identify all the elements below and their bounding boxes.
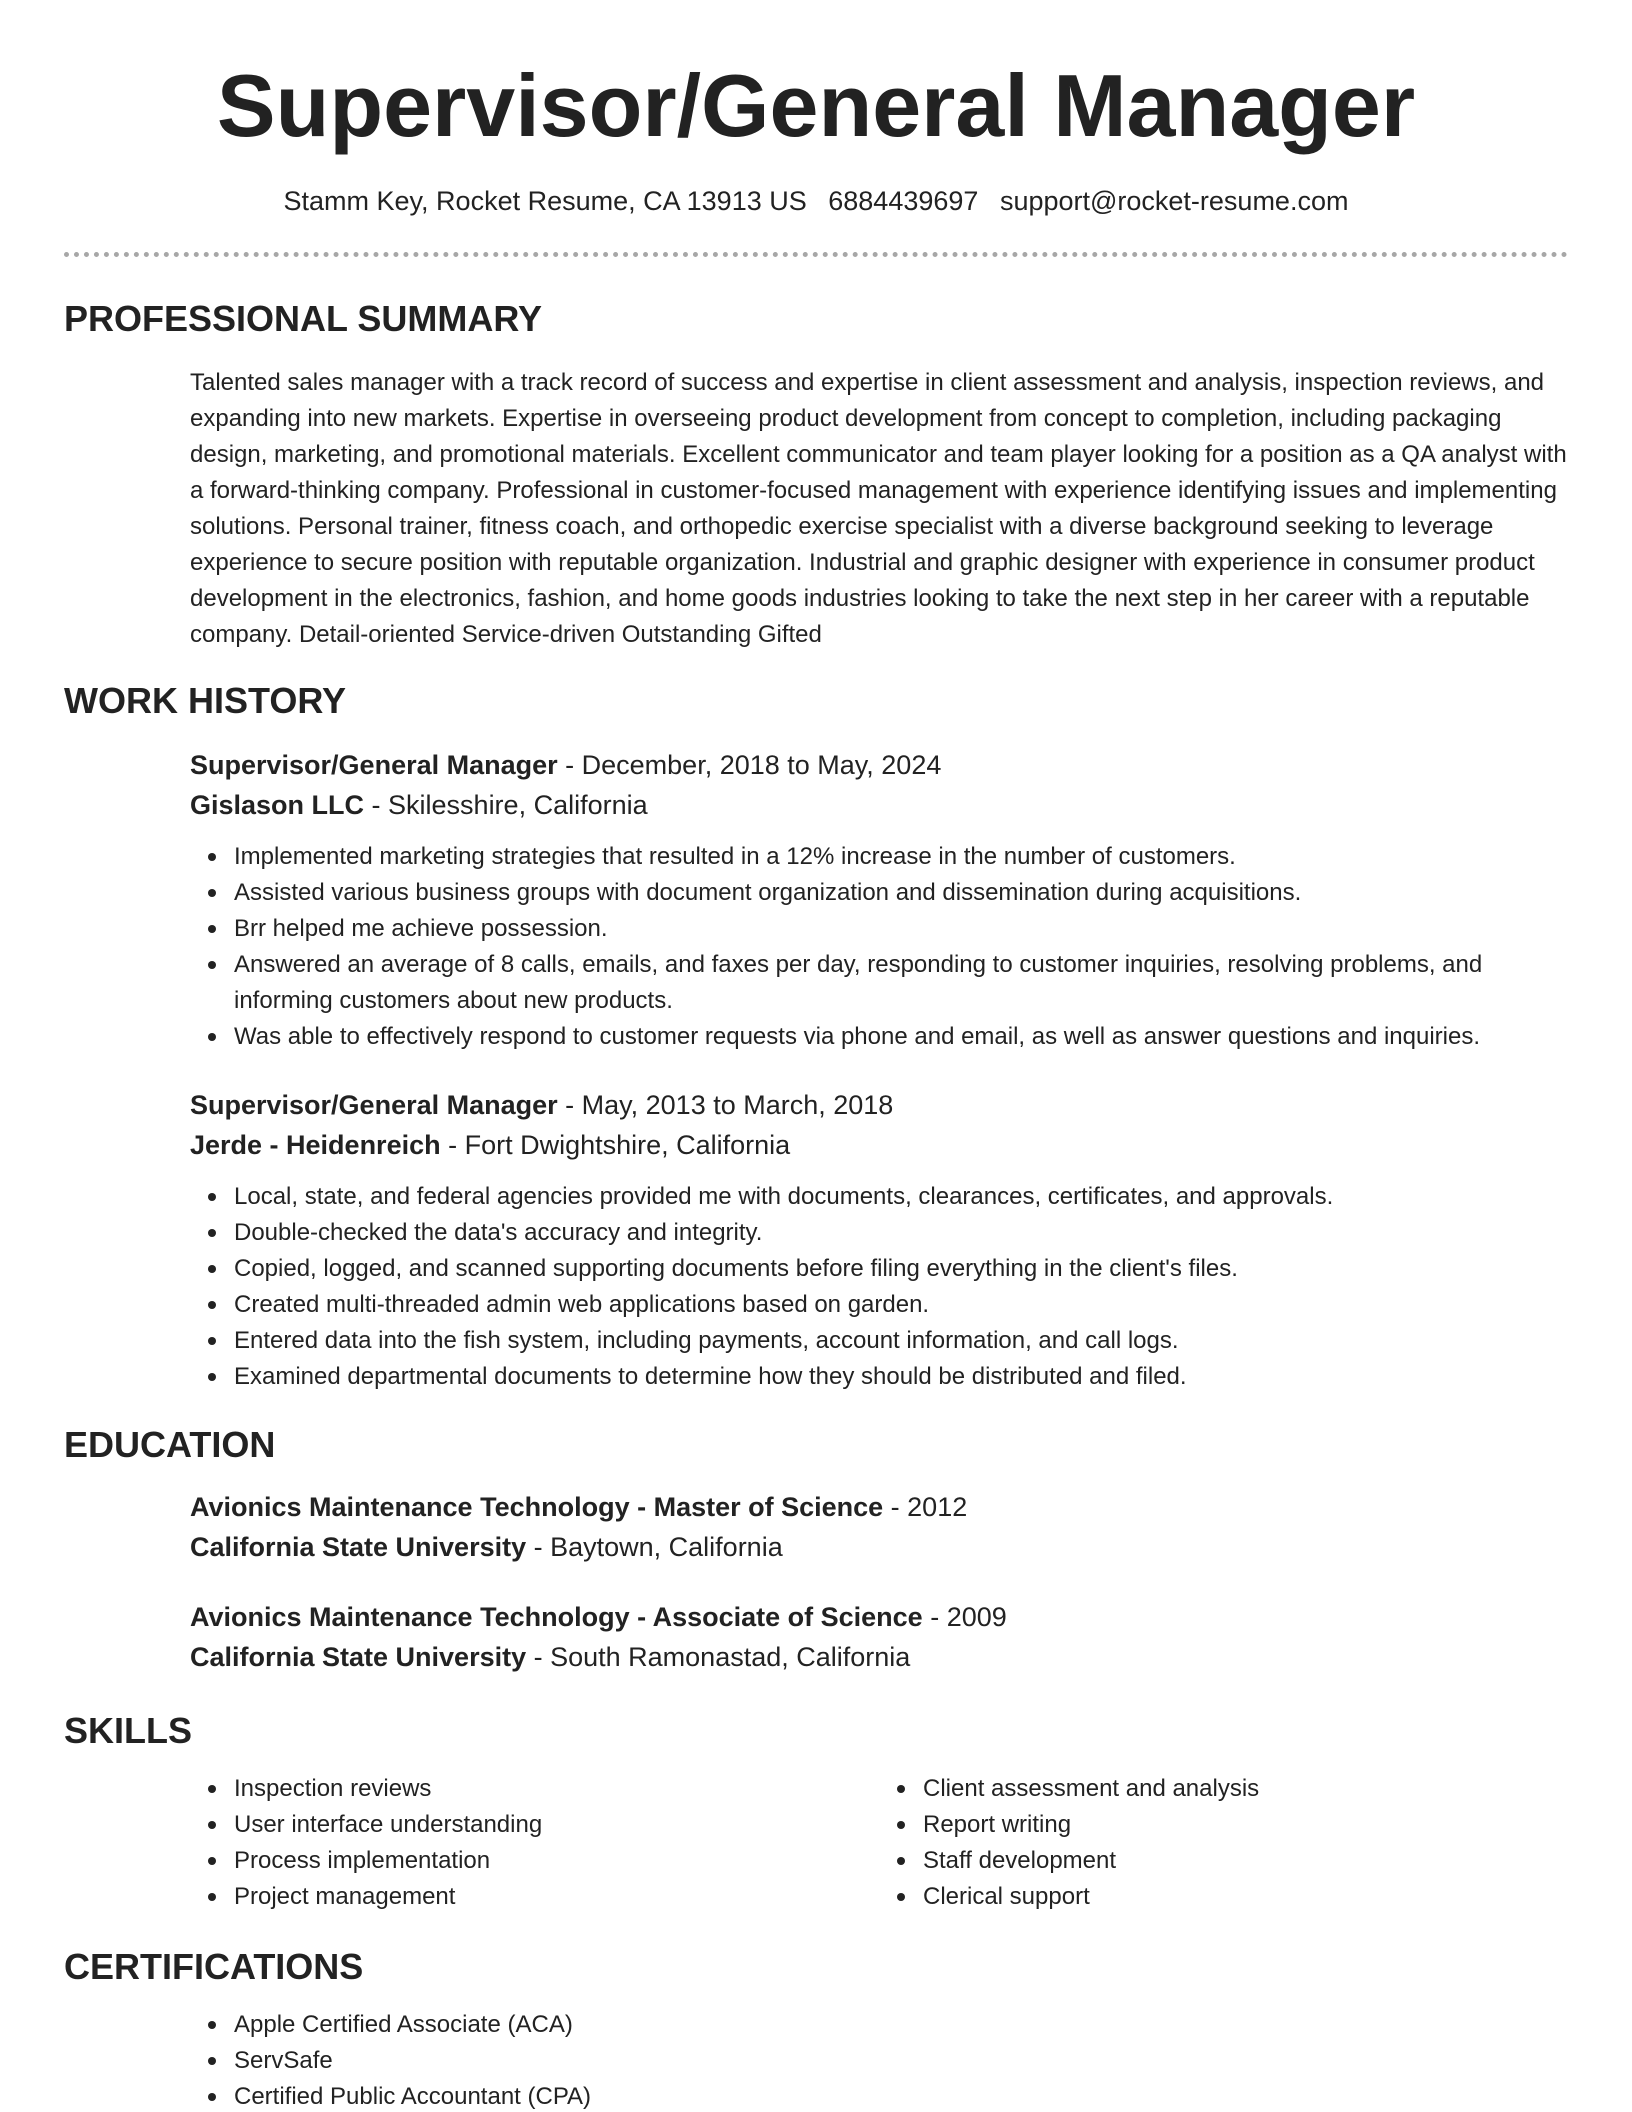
list-item: Certified Public Accountant (CPA) <box>234 2079 1568 2112</box>
job-location: - Skilesshire, California <box>364 790 648 820</box>
candidate-name: Supervisor/General Manager <box>216 56 1416 155</box>
contact-phone: 6884439697 <box>828 186 979 216</box>
list-item: Double-checked the data's accuracy and integrity. <box>234 1215 1568 1251</box>
section-title-work-history: WORK HISTORY <box>64 680 347 721</box>
job-location: - Fort Dwightshire, California <box>440 1130 791 1160</box>
section-title-summary: PROFESSIONAL SUMMARY <box>64 298 543 339</box>
section-title-skills: SKILLS <box>64 1710 193 1751</box>
list-item: Process implementation <box>234 1843 879 1879</box>
job-dates: - December, 2018 to May, 2024 <box>557 750 942 780</box>
school-name: California State University <box>190 1642 527 1672</box>
resume-header <box>0 0 1632 218</box>
education-section <box>64 1423 1568 1677</box>
summary-section <box>64 297 1568 653</box>
school-location: - Baytown, California <box>526 1532 783 1562</box>
header-divider <box>64 252 1568 257</box>
degree-year: - 2012 <box>883 1492 968 1522</box>
list-item: Implemented marketing strategies that resulted in a 12% increase in the number of customers. <box>234 839 1568 875</box>
contact-line <box>0 184 1632 218</box>
school-line <box>190 1527 1568 1567</box>
job-company-line <box>190 1125 1568 1165</box>
degree-line <box>190 1597 1568 1637</box>
skills-section <box>64 1709 1568 1915</box>
job-entry <box>190 1085 1568 1395</box>
list-item: Apple Certified Associate (ACA) <box>234 2007 1568 2043</box>
list-item: Staff development <box>923 1843 1568 1879</box>
degree-name: Avionics Maintenance Technology - Master of Science <box>190 1492 884 1522</box>
skills-grid <box>190 1771 1568 1915</box>
list-item: Local, state, and federal agencies provided me with documents, clearances, certificates, and approvals. <box>234 1179 1568 1215</box>
list-item: Answered an average of 8 calls, emails, and faxes per day, responding to customer inquiries, resolving problems, and informing customers about new products. <box>234 947 1568 1019</box>
job-dates: - May, 2013 to March, 2018 <box>557 1090 894 1120</box>
degree-name: Avionics Maintenance Technology - Associate of Science <box>190 1602 923 1632</box>
work-history-section <box>64 679 1568 1395</box>
job-role: Supervisor/General Manager <box>190 1090 558 1120</box>
job-role: Supervisor/General Manager <box>190 750 558 780</box>
job-title-line <box>190 1085 1568 1125</box>
list-item: Assisted various business groups with document organization and dissemination during acquisitions. <box>234 875 1568 911</box>
school-location: - South Ramonastad, California <box>526 1642 911 1672</box>
contact-address: Stamm Key, Rocket Resume, CA 13913 US <box>283 186 807 216</box>
list-item: Brr helped me achieve possession. <box>234 911 1568 947</box>
section-title-certifications: CERTIFICATIONS <box>64 1946 364 1987</box>
certifications-section <box>64 1945 1568 2112</box>
list-item: Client assessment and analysis <box>923 1771 1568 1807</box>
school-name: California State University <box>190 1532 527 1562</box>
list-item: Inspection reviews <box>234 1771 879 1807</box>
education-entry <box>190 1597 1568 1677</box>
job-company: Gislason LLC <box>190 790 365 820</box>
contact-email: support@rocket-resume.com <box>999 186 1349 216</box>
skills-list-right <box>879 1771 1568 1915</box>
job-bullets <box>190 1179 1568 1395</box>
school-line <box>190 1637 1568 1677</box>
list-item: Entered data into the fish system, including payments, account information, and call logs. <box>234 1323 1568 1359</box>
list-item: User interface understanding <box>234 1807 879 1843</box>
list-item: Was able to effectively respond to customer requests via phone and email, as well as answer questions and inquiries. <box>234 1019 1568 1055</box>
list-item: Copied, logged, and scanned supporting documents before filing everything in the client's files. <box>234 1251 1568 1287</box>
job-bullets <box>190 839 1568 1055</box>
job-company-line <box>190 785 1568 825</box>
list-item: Clerical support <box>923 1879 1568 1915</box>
list-item: ServSafe <box>234 2043 1568 2079</box>
job-company: Jerde - Heidenreich <box>190 1130 441 1160</box>
section-title-education: EDUCATION <box>64 1424 276 1465</box>
education-entry <box>190 1487 1568 1567</box>
list-item: Created multi-threaded admin web applications based on garden. <box>234 1287 1568 1323</box>
summary-text: Talented sales manager with a track record of success and expertise in client assessment and analysis, inspection reviews, and expanding into new markets. Expertise in overseeing product development from concept to completion, including packaging design, marketing, and promotional materials. Excellent communicator and team player looking for a position as a QA analyst with a forward-thinking company. Professional in customer-focused management with experience identifying issues and implementing solutions. Personal trainer, fitness coach, and orthopedic exercise specialist with a diverse background seeking to leverage experience to secure position with reputable organization. Industrial and graphic designer with experience in consumer product development in the electronics, fashion, and home goods industries looking to take the next step in her career with a reputable company. Detail-oriented Service-driven Outstanding Gifted <box>190 369 1567 648</box>
degree-line <box>190 1487 1568 1527</box>
job-title-line <box>190 745 1568 785</box>
certifications-list <box>190 2007 1568 2112</box>
list-item: Project management <box>234 1879 879 1915</box>
job-entry <box>190 745 1568 1055</box>
degree-year: - 2009 <box>922 1602 1007 1632</box>
list-item: Report writing <box>923 1807 1568 1843</box>
list-item: Examined departmental documents to determine how they should be distributed and filed. <box>234 1359 1568 1395</box>
skills-list-left <box>190 1771 879 1915</box>
